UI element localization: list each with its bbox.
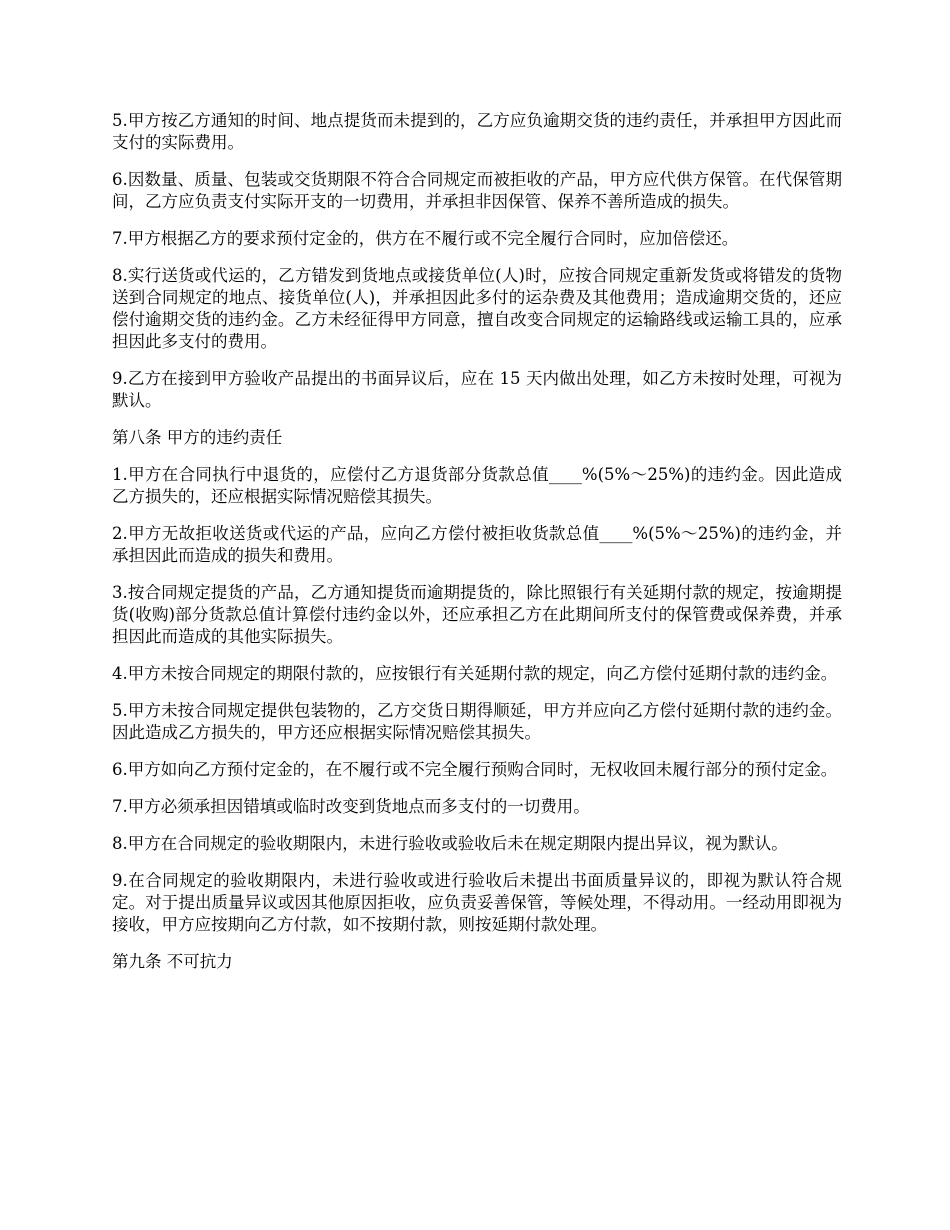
clause-paragraph: 1.甲方在合同执行中退货的，应偿付乙方退货部分货款总值____%(5%～25%)的违约金。因此造成乙方损失的，还应根据实际情况赔偿其损失。 bbox=[112, 465, 842, 506]
clause-paragraph: 5.甲方未按合同规定提供包装物的，乙方交货日期得顺延，甲方并应向乙方偿付延期付款的违约金。因此造成乙方损失的，甲方还应根据实际情况赔偿其损失。 bbox=[112, 701, 842, 742]
clause-paragraph: 7.甲方必须承担因错填或临时改变到货地点而多支付的一切费用。 bbox=[112, 797, 590, 816]
clause-paragraph: 5.甲方按乙方通知的时间、地点提货而未提到的，乙方应负逾期交货的违约责任，并承担甲方因此而支付的实际费用。 bbox=[112, 111, 842, 152]
clause-paragraph: 9.乙方在接到甲方验收产品提出的书面异议后，应在 15 天内做出处理，如乙方未按时处理，可视为默认。 bbox=[112, 369, 842, 410]
clause-paragraph: 8.甲方在合同规定的验收期限内，未进行验收或验收后未在规定期限内提出异议，视为默认。 bbox=[112, 834, 788, 853]
clause-paragraph: 3.按合同规定提货的产品，乙方通知提货而逾期提货的，除比照银行有关延期付款的规定，按逾期提货(收购)部分货款总值计算偿付违约金以外，还应承担乙方在此期间所支付的保管费或保养费，并承担因此而造成的其他实际损失。 bbox=[112, 583, 842, 646]
clause-paragraph: 4.甲方未按合同规定的期限付款的，应按银行有关延期付款的规定，向乙方偿付延期付款的违约金。 bbox=[112, 664, 838, 683]
clause-paragraph: 6.甲方如向乙方预付定金的，在不履行或不完全履行预购合同时，无权收回未履行部分的预付定金。 bbox=[112, 760, 838, 779]
clause-paragraph: 9.在合同规定的验收期限内，未进行验收或进行验收后未提出书面质量异议的，即视为默认符合规定。对于提出质量异议或因其他原因拒收，应负责妥善保管，等候处理，不得动用。一经动用即视为接收，甲方应按期向乙方付款，如不按期付款，则按延期付款处理。 bbox=[112, 871, 842, 934]
section-heading: 第九条 不可抗力 bbox=[112, 952, 233, 971]
clause-paragraph: 6.因数量、质量、包装或交货期限不符合合同规定而被拒收的产品，甲方应代供方保管。在代保管期间，乙方应负责支付实际开支的一切费用，并承担非因保管、保养不善所造成的损失。 bbox=[112, 170, 842, 211]
section-heading: 第八条 甲方的违约责任 bbox=[112, 428, 283, 447]
clause-paragraph: 2.甲方无故拒收送货或代运的产品，应向乙方偿付被拒收货款总值____%(5%～25%)的违约金，并承担因此而造成的损失和费用。 bbox=[112, 524, 842, 565]
clause-paragraph: 7.甲方根据乙方的要求预付定金的，供方在不履行或不完全履行合同时，应加倍偿还。 bbox=[112, 229, 739, 248]
clause-paragraph: 8.实行送货或代运的，乙方错发到货地点或接货单位(人)时，应按合同规定重新发货或将错发的货物送到合同规定的地点、接货单位(人)，并承担因此多付的运杂费及其他费用；造成逾期交货的，还应偿付逾期交货的违约金。乙方未经征得甲方同意，擅自改变合同规定的运输路线或运输工具的，应承担因此多支付的费用。 bbox=[112, 266, 842, 351]
document-body bbox=[112, 110, 842, 988]
